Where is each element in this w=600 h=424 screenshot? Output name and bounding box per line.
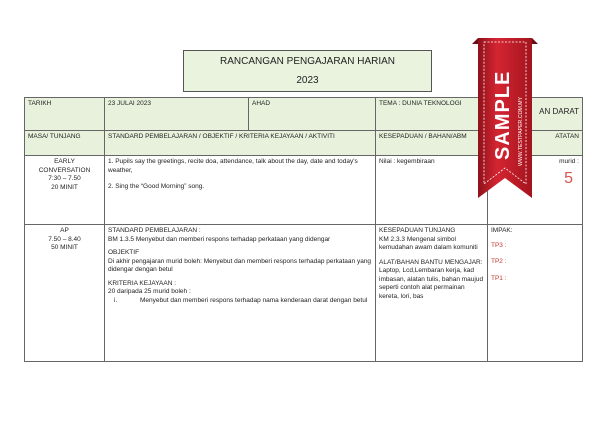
kesepaduan-cell: KESEPADUAN TUNJANG KM 2.3.3 Mengenal simbol kemudahan awam dalam komuniti ALAT/BAHAN BANTU MENGAJAR: Laptop, Lcd,Lembaran kerja, kad imbasan, alatan tulis, bahan maujud seperti contoh alat permainan kereta, lori, bas [376, 225, 488, 362]
watermark-site: WWW.TESTPAPER.COM.MY [518, 96, 524, 166]
document-title [183, 50, 432, 92]
sample-ribbon [472, 38, 538, 198]
tema-cell: TEMA : DUNIA TEKNOLOGI [376, 98, 488, 131]
standard-header: STANDARD PEMBELAJARAN / OBJEKTIF / KRITERIA KEJAYAAN / AKTIVITI [105, 131, 376, 156]
day-cell: AHAD [249, 98, 376, 131]
tarikh-label: TARIKH [25, 98, 105, 131]
row1-col5: AN DARAT [488, 98, 583, 131]
row-ap [25, 225, 583, 362]
kesepaduan-header: KESEPADUAN / BAHAN/ABM [376, 131, 488, 156]
impak-cell: IMPAK: TP3 : TP2 : TP1 : [488, 225, 583, 362]
ribbon-fold-left [472, 38, 478, 44]
masa-header: MASA/ TUNJANG [25, 131, 105, 156]
title-line-2: 2023 [296, 75, 319, 86]
watermark-text: SAMPLE [492, 70, 514, 160]
catatan-cell-1: murid : 5 [488, 156, 583, 225]
time-cell-2: AP 7.50 – 8.40 50 MINIT [25, 225, 105, 362]
time-cell-1: EARLY CONVERSATION 7:30 – 7.50 20 MINIT [25, 156, 105, 225]
title-line-1: RANCANGAN PENGAJARAN HARIAN [219, 56, 396, 67]
ribbon-fold-right [532, 38, 538, 44]
nilai-cell: Nilai : kegembiraan [376, 156, 488, 225]
mark-value: 5 [564, 169, 573, 187]
activity-cell-1: 1. Pupils say the greetings, recite doa, attendance, talk about the day, date and today's weather, 2. Sing the “Good Morning” song. [105, 156, 376, 225]
catatan-header: ATATAN [488, 131, 583, 156]
date-cell: 23 JULAI 2023 [105, 98, 249, 131]
standard-cell: STANDARD PEMBELAJARAN : BM 1.3.5 Menyebut dan memberi respons terhadap perkataan yang didengar OBJEKTIF Di akhir pengajaran murid boleh: Menyebut dan memberi respons terhadap perkataan yang didengar dengan betul KRITERIA KEJAYAAN : 20 daripada 25 murid boleh : i. Menyebut dan memberi respons terhadap nama kenderaan darat dengan betul [105, 225, 376, 362]
